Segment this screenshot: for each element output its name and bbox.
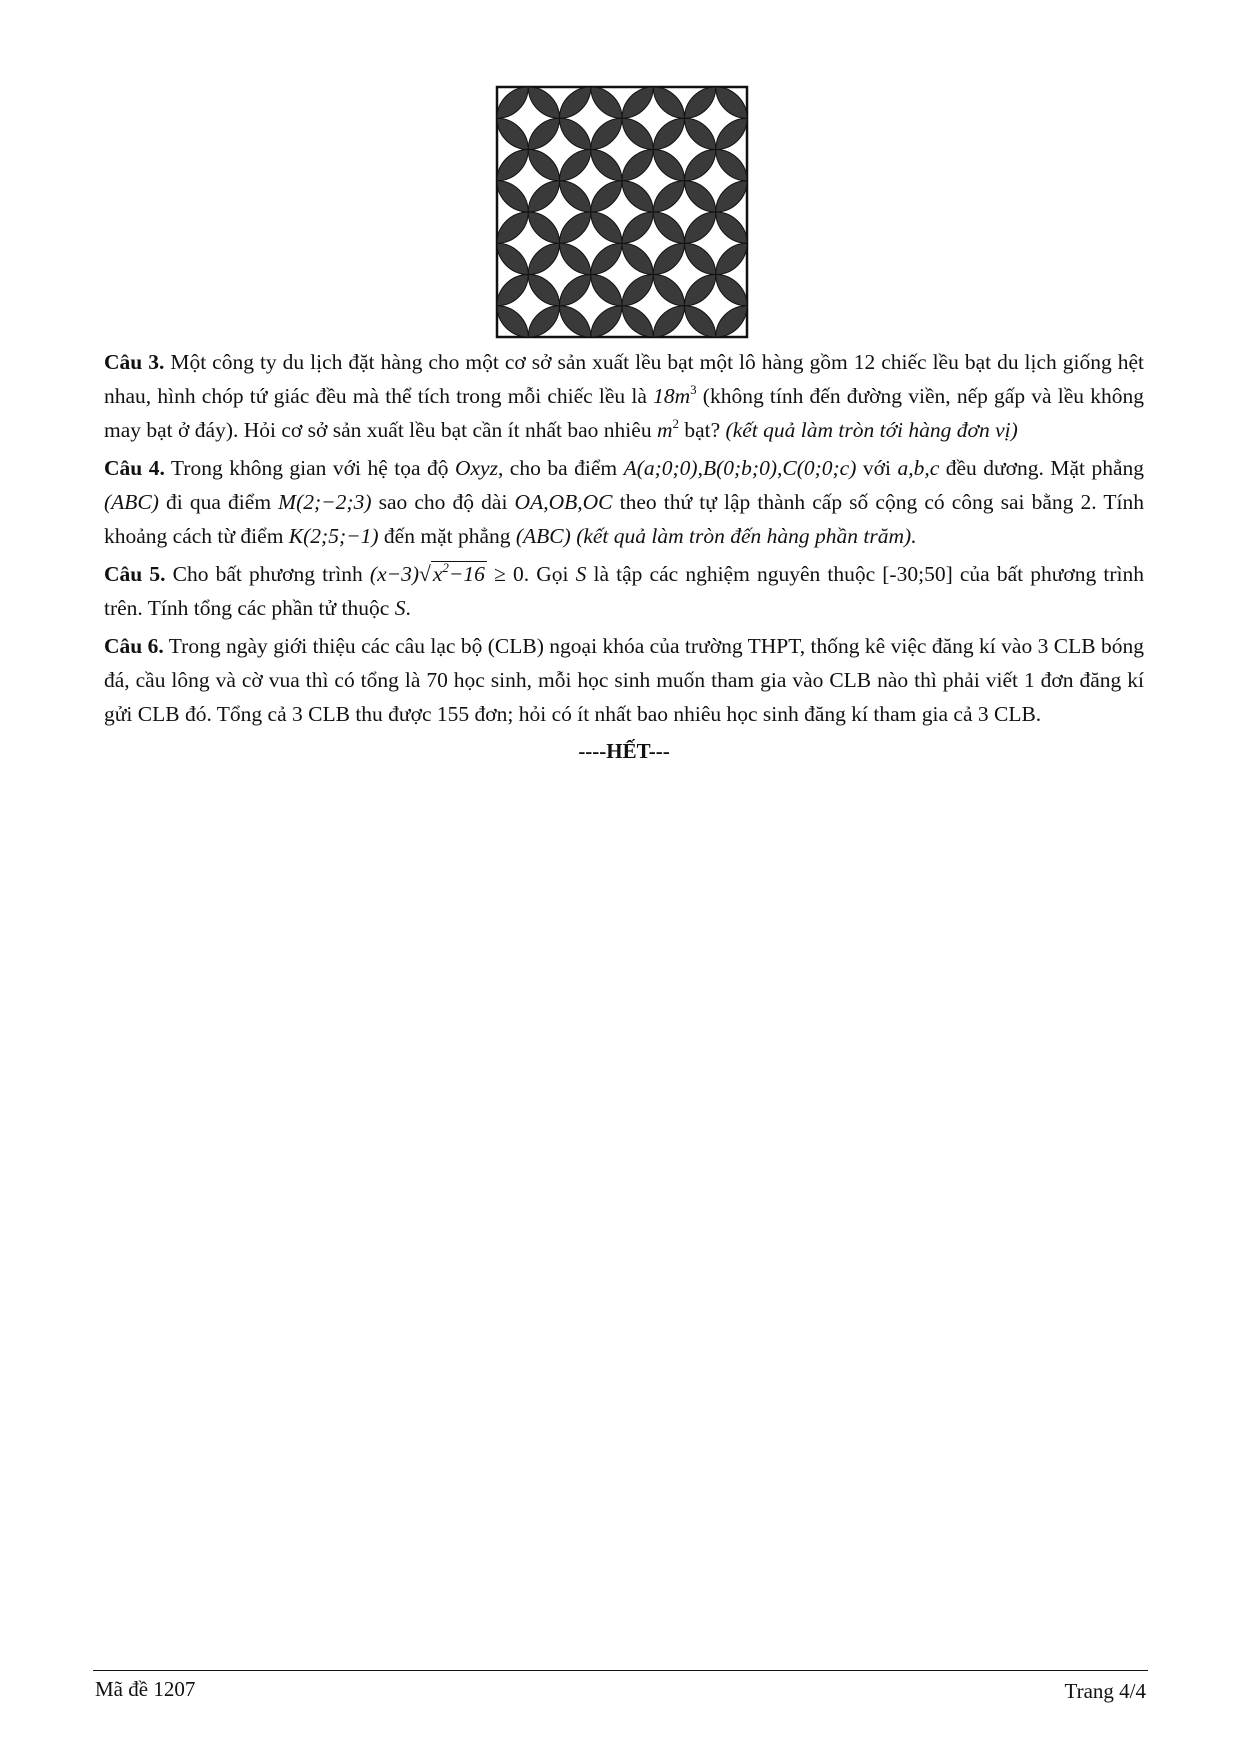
question-4: Câu 4. Trong không gian với hệ tọa độ Oxyz, cho ba điểm A(a;0;0),B(0;b;0),C(0;0;c) với a,b,c đều dương. Mặt phẳng (ABC) đi qua điểm M(2;−2;3) sao cho độ dài OA,OB,OC theo thứ tự lập thành cấp số cộng có công sai bằng 2. Tính khoảng cách từ điểm K(2;5;−1) đến mặt phẳng (ABC) (kết quả làm tròn đến hàng phần trăm). — [104, 456, 1145, 548]
page-number: Trang 4/4 — [1064, 1679, 1146, 1703]
question-3: Câu 3. Một công ty du lịch đặt hàng cho một cơ sở sản xuất lều bạt một lô hàng gồm 12 chiếc lều bạt du lịch giống hệt nhau, hình chóp tứ giác đều mà thể tích trong mỗi chiếc lều là $18m^3$ (không tính đến đường viền, nếp gấp và lều không may bạt ở đáy). Hỏi cơ sở sản xuất lều bạt cần ít nhất bao nhiêu $m^2$ bạt? (kết quả làm tròn tới hàng đơn vị) — [104, 350, 1145, 442]
figure-border — [497, 87, 747, 337]
leaf-pattern-square — [497, 87, 747, 337]
exam-content — [104, 345, 1144, 764]
leaf-pattern-figure — [493, 83, 751, 341]
page-footer — [93, 1670, 1148, 1703]
exam-code: Mã đề 1207 — [95, 1677, 196, 1701]
question-6: Câu 6. Trong ngày giới thiệu các câu lạc bộ (CLB) ngoại khóa của trường THPT, thống kê việc đăng kí vào 3 CLB bóng đá, cầu lông và cờ vua thì có tổng là 70 học sinh, mỗi học sinh muốn tham gia vào CLB nào thì phải viết 1 đơn đăng kí gửi CLB đó. Tổng cả 3 CLB thu được 155 đơn; hỏi có ít nhất bao nhiêu học sinh đăng kí tham gia cả 3 CLB. — [104, 634, 1145, 726]
end-marker: ----HẾT--- — [578, 739, 670, 763]
question-5: Câu 5. Cho bất phương trình $(x-3)√x^2-16 \ge 0$. Gọi S là tập các nghiệm nguyên thuộc [-30;50] của bất phương trình trên. Tính tổng các phần tử thuộc S. — [104, 560, 1144, 620]
radicand: $x^2-16$ — [432, 560, 485, 586]
